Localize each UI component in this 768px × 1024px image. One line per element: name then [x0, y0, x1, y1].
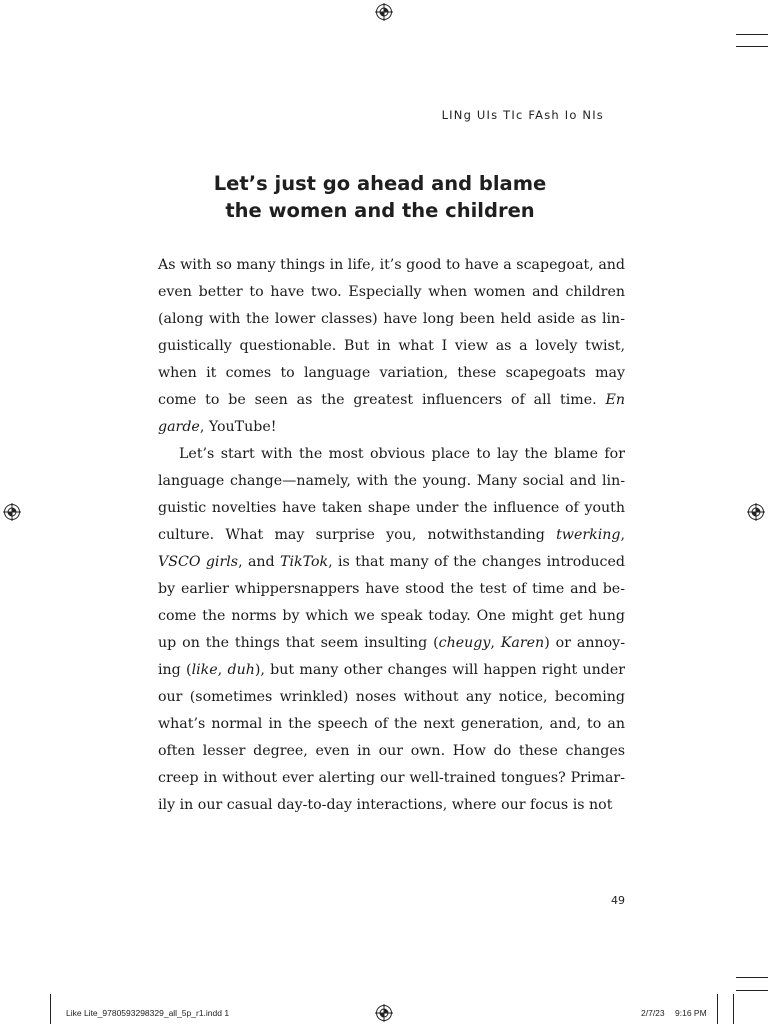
- registration-mark-icon: [375, 1004, 393, 1022]
- paragraph-1: [158, 252, 625, 441]
- text-run: ) or annoy- ing (: [158, 635, 625, 678]
- text-run: , is that many of the changes introduced by earlier whippersnappers have stood the test of time and be- come the norms by which we speak today. One might get hung up on the things that seem insulting (: [158, 554, 625, 651]
- text-run: , and: [238, 554, 281, 570]
- section-title-line-2: the women and the children: [225, 199, 535, 222]
- italic-term: En garde: [158, 392, 625, 435]
- crop-mark: [733, 994, 734, 1024]
- italic-term: VSCO girls: [158, 554, 239, 570]
- italic-term: TikTok: [280, 554, 329, 570]
- slug-filename: Like Lite_9780593298329_all_5p_r1.indd 1: [66, 1008, 230, 1018]
- section-title-line-1: Let’s just go ahead and blame: [213, 172, 547, 195]
- body-text: [158, 252, 625, 819]
- italic-term: like: [191, 662, 218, 678]
- text-run: ,: [490, 635, 501, 651]
- registration-mark-icon: [3, 503, 21, 521]
- text-run: ,: [217, 662, 228, 678]
- italic-term: Karen: [500, 635, 545, 651]
- registration-mark-icon: [747, 503, 765, 521]
- section-title: [160, 170, 600, 224]
- text-run: , YouTube!: [199, 419, 277, 435]
- running-head: LINg UIs TIc FAsh Io NIs: [441, 108, 604, 122]
- paragraph-2: [158, 441, 625, 819]
- crop-mark: [736, 46, 768, 47]
- italic-term: cheugy: [438, 635, 491, 651]
- crop-mark: [50, 994, 51, 1024]
- text-run: ), but many other changes will happen right under our (sometimes wrinkled) noses without any notice, becoming what’s normal in the speech of the next generation, and, to an often lesser degree, even in our own. How do these changes creep in without ever alerting our well-trained tongues? Primar- ily in our casual day-to-day interactions, where our focus is not: [158, 662, 625, 813]
- crop-mark: [717, 994, 718, 1024]
- text-run: Let’s start with the most obvious place to lay the blame for language change—namely, with the young. Many social and lin- guistic novelties have taken shape under the influence of youth culture. What may surprise you, notwithstanding: [158, 446, 625, 543]
- slug-date: 2/7/23: [641, 1008, 665, 1018]
- italic-term: duh: [227, 662, 255, 678]
- slug-time: 9:16 PM: [675, 1008, 707, 1018]
- page-number: 49: [611, 894, 625, 907]
- italic-term: twerking: [556, 527, 621, 543]
- crop-mark: [736, 34, 768, 35]
- crop-mark: [736, 990, 768, 991]
- text-run: ,: [620, 527, 625, 543]
- text-run: As with so many things in life, it’s good to have a scapegoat, and even better to have two. Especially when women and children (along with the lower classes) have long been held aside as lin- guistically questionable. But in what I view as a lovely twist, when it comes to language variation, these scapegoats may come to be seen as the greatest influencers of all time.: [158, 257, 625, 408]
- registration-mark-icon: [375, 3, 393, 21]
- crop-mark: [736, 977, 768, 978]
